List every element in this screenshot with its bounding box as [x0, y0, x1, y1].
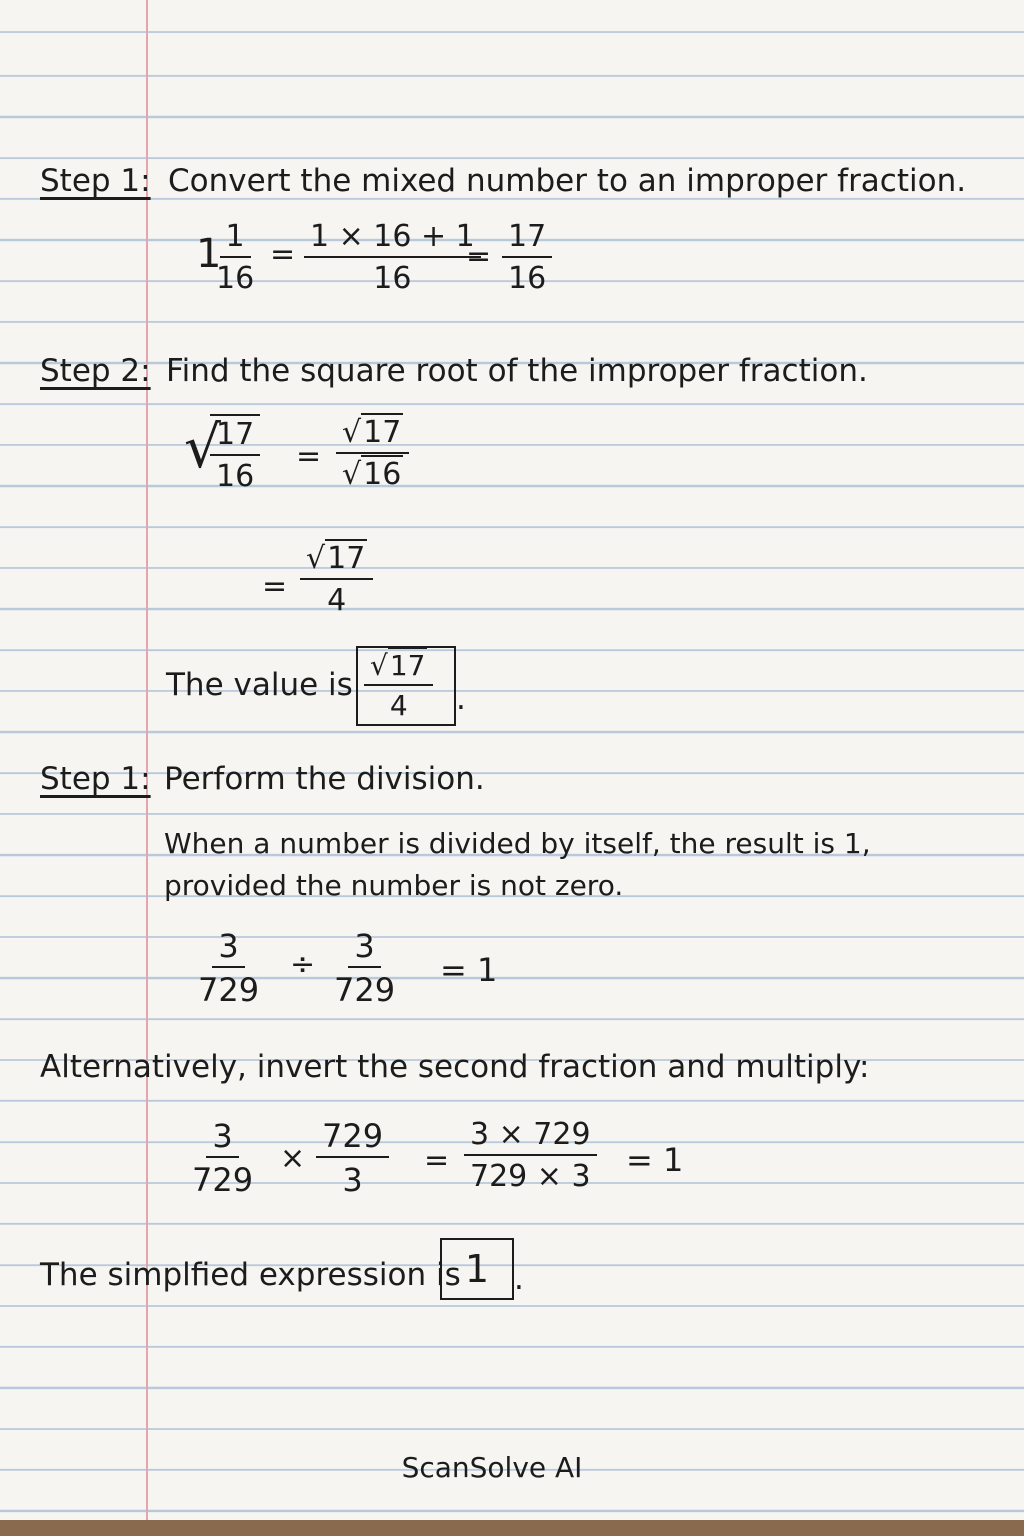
period: .	[514, 1261, 524, 1297]
denominator: 3	[342, 1161, 363, 1199]
denominator: 4	[389, 689, 408, 722]
alt-text: Alternatively, invert the second fraction and multiply:	[40, 1049, 870, 1085]
radical-icon: √	[342, 457, 362, 492]
period: .	[456, 681, 466, 717]
mixed-whole: 1	[196, 231, 222, 277]
fraction-a	[186, 1117, 259, 1199]
fraction-a	[192, 927, 265, 1009]
desk-edge	[0, 1520, 1024, 1536]
step-text: Convert the mixed number to an improper fraction.	[168, 163, 967, 199]
division-result: = 1	[440, 951, 498, 989]
step-label: Step 1:	[40, 163, 151, 199]
radical-icon: √	[184, 413, 221, 481]
numerator: 17	[363, 415, 402, 450]
fraction-b	[328, 927, 401, 1009]
step-text: Find the square root of the improper fraction.	[166, 353, 868, 389]
fraction-b	[316, 1117, 389, 1199]
denominator: 16	[216, 261, 255, 296]
denominator: 16	[508, 261, 547, 296]
step-text: Perform the division.	[164, 761, 485, 797]
product-result: = 1	[626, 1141, 684, 1179]
numerator: 729	[316, 1120, 389, 1158]
result-text: The value is	[166, 667, 353, 703]
boxed-answer	[364, 649, 433, 722]
equals-sign: =	[424, 1143, 450, 1178]
radical-icon: √	[342, 415, 362, 450]
note-line: provided the number is not zero.	[164, 869, 624, 902]
radical-icon: √	[306, 541, 326, 576]
numerator: 3 × 729	[464, 1120, 597, 1156]
equals-sign: =	[466, 239, 492, 274]
improper-fraction	[502, 219, 552, 296]
footer-brand: ScanSolve AI	[401, 1451, 583, 1484]
denominator: 729	[334, 971, 396, 1009]
numerator: 17	[327, 541, 366, 576]
numerator: 17	[210, 420, 260, 456]
mixed-fraction	[210, 219, 260, 296]
denominator: 16	[373, 261, 412, 296]
equals-sign: =	[270, 237, 296, 272]
final-text: The simplfied expression is	[40, 1257, 461, 1293]
note-line: When a number is divided by itself, the result is 1,	[164, 827, 871, 860]
numerator: 1 × 16 + 1	[304, 222, 481, 258]
radical-icon: √	[370, 649, 388, 682]
denominator: 16	[216, 459, 255, 494]
intermediate-fraction	[304, 219, 481, 296]
step-label: Step 2:	[40, 353, 151, 389]
equals-sign: =	[296, 439, 322, 474]
simplified-root	[300, 541, 373, 618]
step-label: Step 1:	[40, 761, 151, 797]
numerator: 3	[348, 930, 380, 968]
numerator: 17	[502, 222, 552, 258]
denominator: 729	[198, 971, 260, 1009]
root-quotient	[336, 415, 409, 492]
denominator: 4	[327, 583, 347, 618]
division-sign: ÷	[290, 947, 316, 982]
numerator: 1	[220, 222, 251, 258]
numerator: 3	[212, 930, 244, 968]
final-value: 1	[464, 1247, 490, 1291]
denominator: 16	[363, 457, 402, 492]
product-fraction	[464, 1117, 597, 1194]
numerator: 17	[389, 649, 426, 682]
radicand-fraction	[210, 414, 260, 492]
numerator: 3	[206, 1120, 238, 1158]
times-sign: ×	[280, 1141, 306, 1176]
denominator: 729 × 3	[470, 1159, 591, 1194]
equals-sign: =	[262, 569, 288, 604]
denominator: 729	[192, 1161, 254, 1199]
